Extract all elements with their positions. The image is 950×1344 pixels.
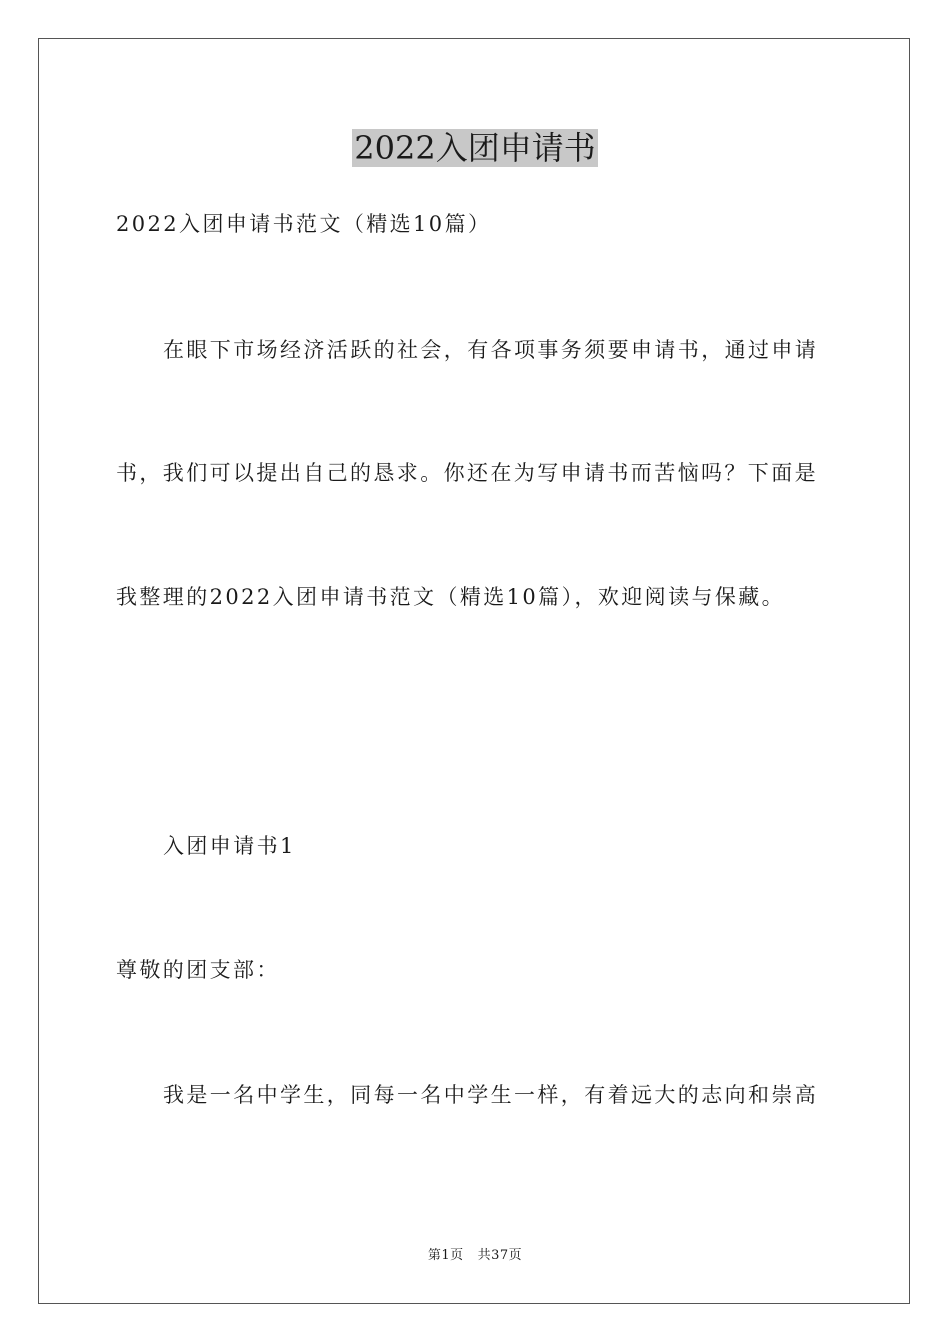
section-heading: 入团申请书1	[163, 834, 296, 858]
intro-paragraph-line-2: 书，我们可以提出自己的恳求。你还在为写申请书而苦恼吗？下面是	[116, 461, 818, 485]
intro-paragraph-line-1: 在眼下市场经济活跃的社会，有各项事务须要申请书，通过申请	[163, 338, 819, 362]
body-paragraph-line-1: 我是一名中学生，同每一名中学生一样，有着远大的志向和崇高	[163, 1083, 819, 1107]
intro-paragraph-line-3: 我整理的2022入团申请书范文（精选10篇），欢迎阅读与保藏。	[116, 585, 786, 609]
page-number: 第1页	[427, 1248, 464, 1263]
document-subtitle: 2022入团申请书范文（精选10篇）	[116, 212, 492, 236]
document-title	[0, 128, 950, 168]
page-total: 共37页	[477, 1248, 523, 1263]
page-footer	[0, 1247, 950, 1265]
document-title-text: 2022入团申请书	[354, 129, 596, 167]
salutation: 尊敬的团支部：	[116, 958, 280, 982]
